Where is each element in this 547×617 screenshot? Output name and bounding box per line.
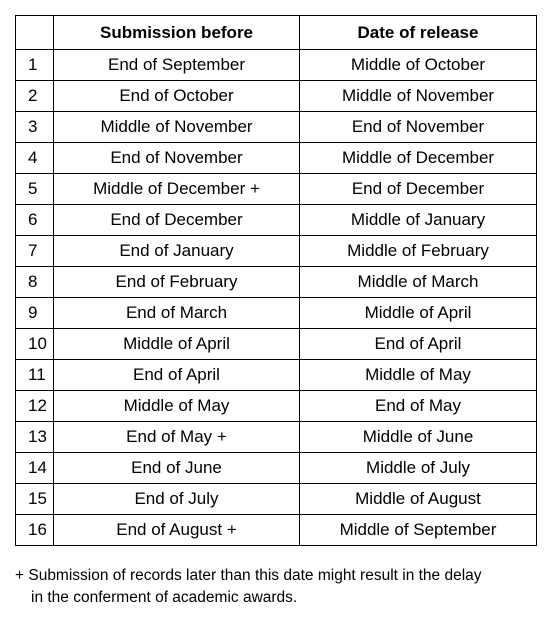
submission-before-cell: Middle of April — [54, 329, 300, 360]
submission-before-cell: End of December — [54, 205, 300, 236]
submission-before-cell: End of May + — [54, 422, 300, 453]
table-row — [16, 515, 537, 546]
table-row — [16, 50, 537, 81]
row-number: 15 — [16, 484, 54, 515]
table-row — [16, 360, 537, 391]
header-submission-before: Submission before — [54, 16, 300, 50]
table-row — [16, 143, 537, 174]
release-schedule-table — [15, 15, 537, 546]
table-row — [16, 205, 537, 236]
row-number: 9 — [16, 298, 54, 329]
table-row — [16, 453, 537, 484]
header-date-of-release: Date of release — [300, 16, 537, 50]
submission-before-cell: End of January — [54, 236, 300, 267]
table-row — [16, 174, 537, 205]
date-of-release-cell: End of December — [300, 174, 537, 205]
submission-before-cell: End of February — [54, 267, 300, 298]
row-number: 4 — [16, 143, 54, 174]
row-number: 8 — [16, 267, 54, 298]
table-row — [16, 391, 537, 422]
submission-before-cell: End of October — [54, 81, 300, 112]
date-of-release-cell: Middle of February — [300, 236, 537, 267]
header-number — [16, 16, 54, 50]
submission-before-cell: End of March — [54, 298, 300, 329]
table-row — [16, 267, 537, 298]
row-number: 6 — [16, 205, 54, 236]
date-of-release-cell: Middle of January — [300, 205, 537, 236]
date-of-release-cell: Middle of May — [300, 360, 537, 391]
submission-before-cell: Middle of May — [54, 391, 300, 422]
submission-before-cell: Middle of November — [54, 112, 300, 143]
date-of-release-cell: Middle of July — [300, 453, 537, 484]
date-of-release-cell: Middle of April — [300, 298, 537, 329]
row-number: 12 — [16, 391, 54, 422]
footnote-line-2: in the conferment of academic awards. — [31, 589, 298, 606]
submission-before-cell: End of August + — [54, 515, 300, 546]
submission-before-cell: Middle of December + — [54, 174, 300, 205]
submission-before-cell: End of November — [54, 143, 300, 174]
row-number: 1 — [16, 50, 54, 81]
row-number: 5 — [16, 174, 54, 205]
row-number: 14 — [16, 453, 54, 484]
date-of-release-cell: Middle of June — [300, 422, 537, 453]
submission-before-cell: End of September — [54, 50, 300, 81]
date-of-release-cell: Middle of October — [300, 50, 537, 81]
table-row — [16, 329, 537, 360]
date-of-release-cell: Middle of November — [300, 81, 537, 112]
submission-before-cell: End of April — [54, 360, 300, 391]
row-number: 7 — [16, 236, 54, 267]
date-of-release-cell: End of April — [300, 329, 537, 360]
date-of-release-cell: Middle of September — [300, 515, 537, 546]
submission-before-cell: End of July — [54, 484, 300, 515]
row-number: 10 — [16, 329, 54, 360]
row-number: 13 — [16, 422, 54, 453]
table-row — [16, 484, 537, 515]
date-of-release-cell: Middle of December — [300, 143, 537, 174]
table-row — [16, 81, 537, 112]
row-number: 3 — [16, 112, 54, 143]
date-of-release-cell: Middle of August — [300, 484, 537, 515]
date-of-release-cell: End of November — [300, 112, 537, 143]
table-body — [16, 50, 537, 546]
row-number: 16 — [16, 515, 54, 546]
table-row — [16, 112, 537, 143]
table-row — [16, 422, 537, 453]
submission-before-cell: End of June — [54, 453, 300, 484]
table-header-row — [16, 16, 537, 50]
row-number: 2 — [16, 81, 54, 112]
date-of-release-cell: Middle of March — [300, 267, 537, 298]
date-of-release-cell: End of May — [300, 391, 537, 422]
table-row — [16, 298, 537, 329]
footnote-line-1: + Submission of records later than this date might result in the delay — [15, 567, 482, 584]
row-number: 11 — [16, 360, 54, 391]
table-row — [16, 236, 537, 267]
footnote — [15, 565, 540, 609]
